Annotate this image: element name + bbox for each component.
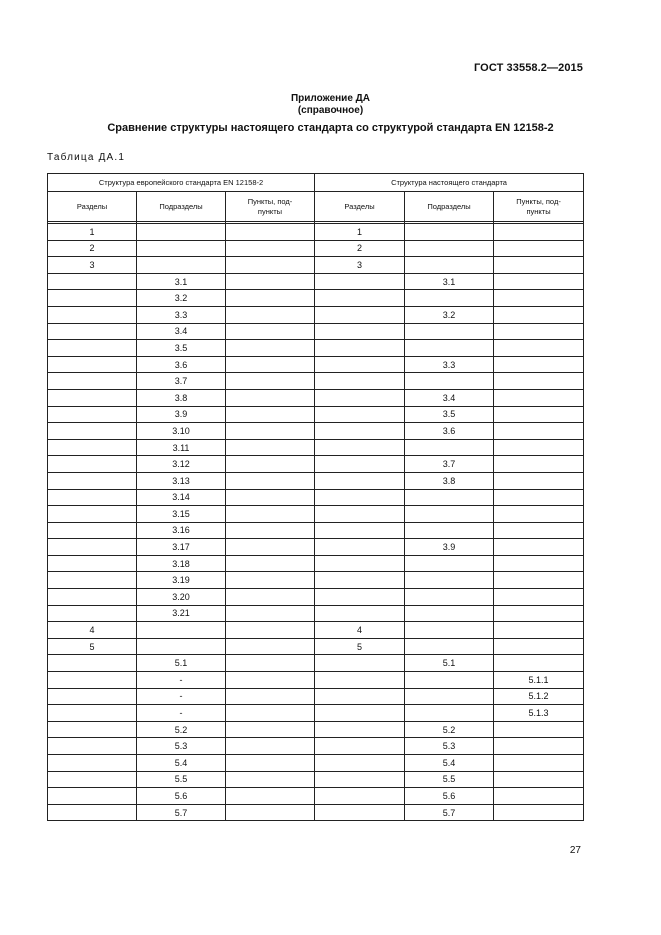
cell-subsection-current	[405, 672, 494, 689]
cell-section-en	[48, 340, 137, 357]
cell-section-en	[48, 439, 137, 456]
table-row	[48, 622, 584, 639]
cell-subsection-en: 3.17	[137, 539, 226, 556]
cell-section-current	[315, 605, 405, 622]
cell-clause-current	[494, 273, 584, 290]
cell-section-en	[48, 373, 137, 390]
group-header-current: Структура настоящего стандарта	[315, 174, 584, 192]
cell-clause-current	[494, 340, 584, 357]
document-code: ГОСТ 33558.2—2015	[473, 62, 583, 74]
cell-section-en	[48, 771, 137, 788]
cell-clause-current	[494, 389, 584, 406]
cell-section-en	[48, 306, 137, 323]
cell-section-current: 3	[315, 257, 405, 274]
cell-subsection-en: 3.13	[137, 472, 226, 489]
table-row	[48, 306, 584, 323]
cell-clause-en	[226, 638, 315, 655]
cell-section-en: 3	[48, 257, 137, 274]
col-header-clauses-current: Пункты, под- пункты	[494, 192, 584, 222]
cell-subsection-en	[137, 257, 226, 274]
cell-section-en	[48, 389, 137, 406]
cell-clause-current	[494, 306, 584, 323]
cell-clause-current	[494, 290, 584, 307]
cell-section-en	[48, 423, 137, 440]
cell-subsection-current	[405, 506, 494, 523]
cell-subsection-current: 5.4	[405, 755, 494, 772]
cell-clause-en	[226, 755, 315, 772]
cell-subsection-en: 3.6	[137, 356, 226, 373]
table-row	[48, 721, 584, 738]
cell-subsection-current: 5.6	[405, 788, 494, 805]
cell-clause-current	[494, 738, 584, 755]
cell-subsection-en: 3.5	[137, 340, 226, 357]
cell-clause-current	[494, 257, 584, 274]
cell-section-current	[315, 423, 405, 440]
table-row	[48, 423, 584, 440]
cell-section-current	[315, 755, 405, 772]
cell-subsection-en: 3.4	[137, 323, 226, 340]
table-row	[48, 323, 584, 340]
cell-section-current	[315, 804, 405, 821]
cell-clause-current	[494, 356, 584, 373]
cell-section-current	[315, 273, 405, 290]
cell-subsection-en: 3.3	[137, 306, 226, 323]
cell-section-en	[48, 721, 137, 738]
cell-subsection-en: 3.12	[137, 456, 226, 473]
group-header-en: Структура европейского стандарта EN 12158-2	[48, 174, 315, 192]
cell-clause-current	[494, 423, 584, 440]
cell-clause-en	[226, 655, 315, 672]
cell-clause-en	[226, 224, 315, 241]
page-number: 27	[569, 845, 581, 856]
cell-section-en	[48, 555, 137, 572]
cell-subsection-current: 3.4	[405, 389, 494, 406]
cell-clause-current	[494, 605, 584, 622]
cell-subsection-current: 3.7	[405, 456, 494, 473]
cell-section-current: 5	[315, 638, 405, 655]
cell-section-en	[48, 273, 137, 290]
cell-subsection-current	[405, 572, 494, 589]
cell-clause-current	[494, 589, 584, 606]
table-row	[48, 655, 584, 672]
cell-section-current	[315, 506, 405, 523]
table-row	[48, 788, 584, 805]
cell-subsection-current	[405, 555, 494, 572]
cell-clause-current	[494, 655, 584, 672]
table-row	[48, 340, 584, 357]
cell-subsection-current: 3.9	[405, 539, 494, 556]
cell-clause-en	[226, 555, 315, 572]
cell-section-current	[315, 290, 405, 307]
cell-subsection-en: 3.7	[137, 373, 226, 390]
cell-section-current	[315, 306, 405, 323]
cell-clause-en	[226, 572, 315, 589]
table-row	[48, 257, 584, 274]
cell-section-current	[315, 456, 405, 473]
cell-subsection-en: -	[137, 705, 226, 722]
cell-section-current: 1	[315, 224, 405, 241]
cell-subsection-en: 3.1	[137, 273, 226, 290]
cell-clause-en	[226, 738, 315, 755]
cell-section-en	[48, 356, 137, 373]
cell-section-current	[315, 489, 405, 506]
cell-subsection-current: 5.3	[405, 738, 494, 755]
table-row	[48, 672, 584, 689]
cell-section-current	[315, 738, 405, 755]
cell-subsection-en: -	[137, 672, 226, 689]
cell-clause-en	[226, 804, 315, 821]
table-row	[48, 555, 584, 572]
cell-subsection-current: 3.2	[405, 306, 494, 323]
cell-section-current: 4	[315, 622, 405, 639]
cell-subsection-en: 5.7	[137, 804, 226, 821]
cell-section-en	[48, 456, 137, 473]
table-row	[48, 804, 584, 821]
cell-clause-en	[226, 423, 315, 440]
table-row	[48, 224, 584, 241]
cell-clause-current	[494, 555, 584, 572]
col-header-subsections-en: Подразделы	[137, 192, 226, 222]
cell-clause-en	[226, 705, 315, 722]
table-row	[48, 572, 584, 589]
cell-section-en: 2	[48, 240, 137, 257]
cell-clause-current	[494, 224, 584, 241]
cell-subsection-current	[405, 705, 494, 722]
cell-subsection-current	[405, 638, 494, 655]
cell-clause-en	[226, 340, 315, 357]
cell-subsection-en: 3.19	[137, 572, 226, 589]
table-row	[48, 522, 584, 539]
cell-clause-en	[226, 672, 315, 689]
cell-clause-current	[494, 539, 584, 556]
table-row	[48, 738, 584, 755]
cell-subsection-current	[405, 373, 494, 390]
cell-clause-en	[226, 306, 315, 323]
cell-subsection-current: 5.2	[405, 721, 494, 738]
cell-section-current	[315, 705, 405, 722]
cell-section-current	[315, 572, 405, 589]
table-row	[48, 506, 584, 523]
cell-section-en	[48, 672, 137, 689]
cell-subsection-en: 3.16	[137, 522, 226, 539]
cell-section-current	[315, 539, 405, 556]
cell-clause-en	[226, 373, 315, 390]
cell-section-en: 4	[48, 622, 137, 639]
table-row	[48, 439, 584, 456]
cell-section-en	[48, 804, 137, 821]
table-row	[48, 771, 584, 788]
cell-clause-en	[226, 506, 315, 523]
table-row	[48, 373, 584, 390]
cell-clause-en	[226, 240, 315, 257]
cell-section-current	[315, 356, 405, 373]
cell-subsection-en: 3.2	[137, 290, 226, 307]
cell-clause-current	[494, 572, 584, 589]
cell-section-current	[315, 655, 405, 672]
cell-subsection-current: 3.6	[405, 423, 494, 440]
cell-clause-current	[494, 472, 584, 489]
table-row	[48, 688, 584, 705]
cell-subsection-en: 3.18	[137, 555, 226, 572]
cell-clause-en	[226, 439, 315, 456]
cell-clause-en	[226, 589, 315, 606]
cell-clause-current	[494, 771, 584, 788]
cell-subsection-en	[137, 240, 226, 257]
cell-section-current	[315, 589, 405, 606]
table-body	[48, 222, 584, 821]
cell-clause-current	[494, 323, 584, 340]
cell-subsection-en: 5.5	[137, 771, 226, 788]
table-row	[48, 755, 584, 772]
cell-section-current	[315, 439, 405, 456]
table-row	[48, 356, 584, 373]
cell-subsection-current: 3.5	[405, 406, 494, 423]
cell-section-current	[315, 788, 405, 805]
table-row	[48, 240, 584, 257]
cell-subsection-en: 5.3	[137, 738, 226, 755]
cell-clause-en	[226, 456, 315, 473]
cell-subsection-en: 3.9	[137, 406, 226, 423]
cell-section-en	[48, 290, 137, 307]
cell-clause-current	[494, 439, 584, 456]
col-header-sections-current: Разделы	[315, 192, 405, 222]
cell-section-current	[315, 406, 405, 423]
cell-section-en	[48, 788, 137, 805]
cell-subsection-current	[405, 323, 494, 340]
cell-section-en: 1	[48, 224, 137, 241]
col-header-subsections-current: Подразделы	[405, 192, 494, 222]
cell-section-current	[315, 373, 405, 390]
appendix-title: Приложение ДА	[290, 93, 371, 104]
cell-section-current	[315, 672, 405, 689]
cell-subsection-en: -	[137, 688, 226, 705]
cell-clause-en	[226, 522, 315, 539]
cell-section-en	[48, 539, 137, 556]
cell-subsection-en: 5.2	[137, 721, 226, 738]
cell-clause-current	[494, 804, 584, 821]
cell-clause-current	[494, 506, 584, 523]
table-row	[48, 290, 584, 307]
cell-clause-en	[226, 389, 315, 406]
cell-clause-en	[226, 788, 315, 805]
cell-clause-en	[226, 472, 315, 489]
table-row	[48, 605, 584, 622]
cell-subsection-en	[137, 224, 226, 241]
cell-section-current	[315, 555, 405, 572]
cell-subsection-en: 3.20	[137, 589, 226, 606]
cell-subsection-en: 3.11	[137, 439, 226, 456]
cell-section-en	[48, 755, 137, 772]
col-header-sections-en: Разделы	[48, 192, 137, 222]
table-row	[48, 489, 584, 506]
cell-section-current	[315, 771, 405, 788]
cell-clause-current	[494, 522, 584, 539]
table-row	[48, 273, 584, 290]
col-header-clauses-en: Пункты, под- пункты	[226, 192, 315, 222]
cell-clause-en	[226, 688, 315, 705]
table-row	[48, 472, 584, 489]
cell-clause-en	[226, 721, 315, 738]
cell-section-current: 2	[315, 240, 405, 257]
cell-section-en: 5	[48, 638, 137, 655]
cell-clause-current: 5.1.1	[494, 672, 584, 689]
cell-clause-en	[226, 605, 315, 622]
cell-section-en	[48, 738, 137, 755]
cell-clause-current	[494, 489, 584, 506]
cell-subsection-en: 3.8	[137, 389, 226, 406]
cell-clause-en	[226, 273, 315, 290]
cell-clause-en	[226, 406, 315, 423]
cell-section-en	[48, 506, 137, 523]
cell-section-en	[48, 323, 137, 340]
cell-clause-current	[494, 456, 584, 473]
cell-subsection-en	[137, 638, 226, 655]
cell-section-en	[48, 605, 137, 622]
cell-section-en	[48, 522, 137, 539]
cell-clause-current	[494, 622, 584, 639]
cell-subsection-current	[405, 240, 494, 257]
cell-section-en	[48, 589, 137, 606]
appendix-subtitle: (справочное)	[297, 105, 364, 116]
cell-clause-current	[494, 721, 584, 738]
cell-subsection-current	[405, 439, 494, 456]
cell-subsection-current	[405, 622, 494, 639]
cell-subsection-current	[405, 340, 494, 357]
cell-subsection-current	[405, 688, 494, 705]
cell-clause-current	[494, 755, 584, 772]
cell-clause-en	[226, 323, 315, 340]
cell-subsection-current: 3.8	[405, 472, 494, 489]
table-row	[48, 589, 584, 606]
cell-subsection-en: 5.4	[137, 755, 226, 772]
cell-section-en	[48, 489, 137, 506]
table-caption: Таблица ДА.1	[47, 152, 126, 163]
cell-subsection-en: 3.15	[137, 506, 226, 523]
cell-clause-current	[494, 638, 584, 655]
cell-clause-en	[226, 539, 315, 556]
cell-subsection-current	[405, 290, 494, 307]
cell-subsection-en: 5.6	[137, 788, 226, 805]
cell-subsection-en: 3.14	[137, 489, 226, 506]
cell-subsection-current	[405, 489, 494, 506]
cell-subsection-current	[405, 257, 494, 274]
table-row	[48, 638, 584, 655]
cell-section-current	[315, 472, 405, 489]
cell-clause-en	[226, 771, 315, 788]
cell-subsection-current	[405, 589, 494, 606]
cell-section-en	[48, 655, 137, 672]
cell-clause-current	[494, 373, 584, 390]
cell-clause-en	[226, 622, 315, 639]
cell-clause-current	[494, 788, 584, 805]
table-row	[48, 389, 584, 406]
cell-section-current	[315, 721, 405, 738]
cell-subsection-current: 5.5	[405, 771, 494, 788]
table-row	[48, 539, 584, 556]
cell-section-current	[315, 688, 405, 705]
cell-section-en	[48, 406, 137, 423]
table-row	[48, 406, 584, 423]
cell-section-current	[315, 340, 405, 357]
table-row	[48, 456, 584, 473]
cell-clause-current	[494, 240, 584, 257]
cell-subsection-current	[405, 605, 494, 622]
cell-section-en	[48, 688, 137, 705]
cell-subsection-current: 3.1	[405, 273, 494, 290]
cell-section-en	[48, 472, 137, 489]
cell-clause-current: 5.1.2	[494, 688, 584, 705]
cell-clause-en	[226, 257, 315, 274]
comparison-heading: Сравнение структуры настоящего стандарта со структурой стандарта EN 12158-2	[107, 122, 554, 134]
cell-subsection-current	[405, 522, 494, 539]
cell-section-current	[315, 323, 405, 340]
cell-subsection-current: 3.3	[405, 356, 494, 373]
cell-subsection-current	[405, 224, 494, 241]
cell-clause-current: 5.1.3	[494, 705, 584, 722]
cell-section-en	[48, 705, 137, 722]
cell-clause-en	[226, 290, 315, 307]
cell-subsection-en: 3.21	[137, 605, 226, 622]
cell-section-en	[48, 572, 137, 589]
cell-clause-current	[494, 406, 584, 423]
cell-subsection-en	[137, 622, 226, 639]
cell-section-current	[315, 522, 405, 539]
cell-subsection-en: 3.10	[137, 423, 226, 440]
cell-clause-en	[226, 489, 315, 506]
cell-section-current	[315, 389, 405, 406]
structure-comparison-table	[47, 173, 584, 821]
table-row	[48, 705, 584, 722]
cell-subsection-en: 5.1	[137, 655, 226, 672]
cell-subsection-current: 5.7	[405, 804, 494, 821]
cell-clause-en	[226, 356, 315, 373]
cell-subsection-current: 5.1	[405, 655, 494, 672]
